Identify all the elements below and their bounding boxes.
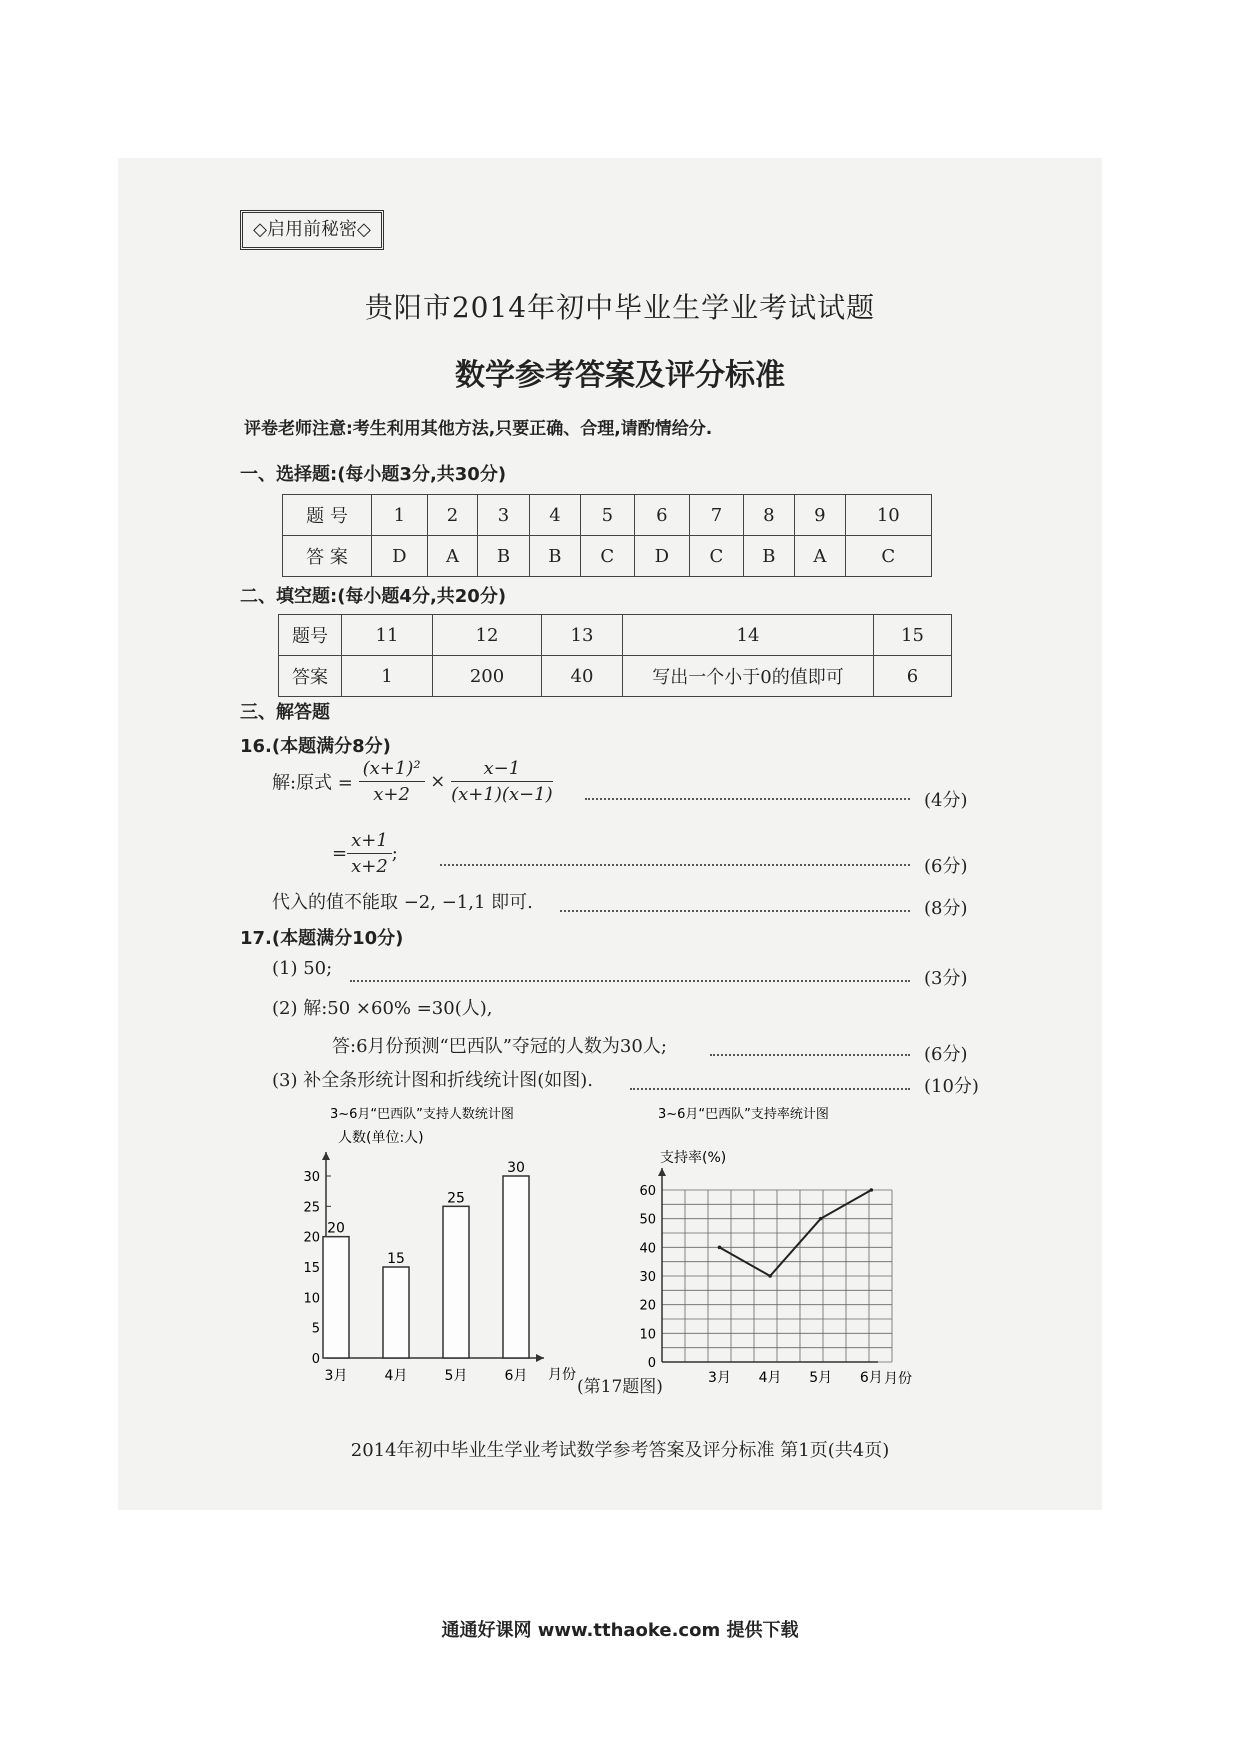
multiple-choice-table	[282, 494, 932, 577]
leader-dots	[585, 798, 910, 800]
data-point	[870, 1188, 874, 1192]
data-point	[819, 1217, 823, 1221]
table-cell: 15	[874, 615, 952, 656]
table-cell: C	[845, 536, 931, 577]
semicolon: ;	[391, 843, 398, 864]
table-cell: 写出一个小于0的值即可	[623, 656, 874, 697]
denominator: x+2	[351, 856, 388, 877]
row-label: 题号	[279, 615, 342, 656]
bar-chart-marks	[323, 1160, 529, 1384]
figure-caption: (第17题图)	[577, 1377, 663, 1397]
q16-line3: 代入的值不能取 −2, −1,1 即可.	[272, 892, 533, 913]
table-row	[279, 656, 952, 697]
line-chart-title: 3~6月“巴西队”支持率统计图	[658, 1107, 829, 1122]
y-tick-label: 30	[639, 1270, 656, 1285]
table-cell: 40	[542, 656, 623, 697]
q17-part2: (2) 解:50 ×60% =30(人),	[272, 998, 493, 1019]
score: (8分)	[924, 898, 968, 919]
table-cell: 10	[845, 495, 931, 536]
table-cell: A	[427, 536, 478, 577]
q17-heading: 17.(本题满分10分)	[240, 928, 404, 949]
data-point	[768, 1274, 772, 1278]
x-tick-label: 3月	[324, 1368, 348, 1384]
table-cell: B	[529, 536, 580, 577]
denominator: (x+1)(x−1)	[451, 784, 553, 805]
table-cell: 1	[342, 656, 433, 697]
row-label: 题 号	[283, 495, 372, 536]
table-cell: 4	[529, 495, 580, 536]
q17-part3: (3) 补全条形统计图和折线统计图(如图).	[272, 1070, 593, 1091]
denominator: x+2	[373, 784, 410, 805]
fill-in-table	[278, 614, 952, 697]
bar-data-label: 30	[507, 1160, 525, 1176]
fraction	[347, 830, 392, 877]
x-tick-label: 6月	[504, 1368, 528, 1384]
table-cell: 9	[795, 495, 846, 536]
x-tick-label: 6月	[859, 1370, 883, 1386]
bar-data-label: 15	[387, 1251, 405, 1267]
table-row	[283, 536, 932, 577]
table-cell: 13	[542, 615, 623, 656]
table-cell: 12	[433, 615, 542, 656]
times-sign: ×	[430, 771, 446, 792]
section1-heading: 一、选择题:(每小题3分,共30分)	[240, 464, 507, 485]
q16-prefix: 解:原式 =	[272, 772, 353, 794]
numerator: (x+1)²	[359, 758, 425, 782]
y-tick-label: 60	[639, 1184, 656, 1199]
table-cell: D	[372, 536, 428, 577]
y-tick-label: 0	[647, 1356, 656, 1371]
score: (4分)	[924, 790, 968, 811]
page-subtitle: 数学参考答案及评分标准	[455, 358, 785, 393]
leader-dots	[440, 864, 910, 866]
y-tick-label: 15	[303, 1261, 320, 1276]
table-cell: 200	[433, 656, 542, 697]
row-label: 答案	[279, 656, 342, 697]
line-chart-marks	[708, 1188, 883, 1386]
diamond-icon: ◇	[357, 219, 371, 240]
table-cell: B	[478, 536, 529, 577]
leader-dots	[710, 1054, 910, 1056]
section3-heading: 三、解答题	[240, 702, 330, 723]
y-tick-label: 0	[311, 1352, 320, 1367]
q17-part2-answer: 答:6月份预测“巴西队”夺冠的人数为30人;	[332, 1036, 667, 1057]
secret-label	[240, 210, 384, 250]
table-cell: 2	[427, 495, 478, 536]
download-credit: 通通好课网 www.tthaoke.com 提供下载	[441, 1620, 799, 1641]
table-cell: 14	[623, 615, 874, 656]
y-axis-arrow	[658, 1168, 666, 1176]
q16-line2	[332, 830, 398, 877]
x-tick-label: 5月	[444, 1368, 468, 1384]
leader-dots	[560, 910, 910, 912]
diamond-icon: ◇	[253, 219, 267, 240]
table-cell: B	[743, 536, 794, 577]
bar-chart-ylabel: 人数(单位:人)	[338, 1130, 424, 1146]
bar	[383, 1267, 409, 1358]
numerator: x−1	[451, 758, 552, 782]
grader-note: 评卷老师注意:考生利用其他方法,只要正确、合理,请酌情给分.	[244, 419, 713, 439]
table-cell: 5	[581, 495, 634, 536]
x-tick-label: 3月	[708, 1370, 731, 1386]
bar-chart-xlabel: 月份	[548, 1367, 576, 1383]
bar-chart-title: 3~6月“巴西队”支持人数统计图	[330, 1107, 514, 1122]
q16-line1	[272, 758, 553, 805]
y-tick-label: 10	[303, 1291, 320, 1307]
table-cell: 7	[690, 495, 743, 536]
y-tick-label: 30	[303, 1170, 320, 1185]
table-cell: C	[690, 536, 743, 577]
x-axis-arrow	[536, 1354, 544, 1362]
x-tick-label: 4月	[384, 1368, 408, 1384]
table-cell: 11	[342, 615, 433, 656]
score: (6分)	[924, 856, 968, 877]
score: (3分)	[924, 968, 968, 989]
y-tick-label: 5	[311, 1321, 320, 1337]
secret-label-text: 启用前秘密	[267, 219, 357, 240]
bar-chart	[296, 1104, 586, 1404]
row-label: 答 案	[283, 536, 372, 577]
numerator: x+1	[347, 830, 392, 854]
bar	[323, 1237, 349, 1358]
section2-heading: 二、填空题:(每小题4分,共20分)	[240, 586, 507, 607]
bar	[443, 1206, 469, 1358]
table-cell: C	[581, 536, 634, 577]
x-tick-label: 4月	[758, 1370, 782, 1386]
score: (6分)	[924, 1044, 968, 1065]
fraction	[359, 758, 425, 805]
q17-part1: (1) 50;	[272, 958, 333, 979]
table-cell: 8	[743, 495, 794, 536]
equals-sign: =	[332, 843, 348, 864]
y-tick-label: 25	[303, 1200, 320, 1216]
y-tick-label: 50	[639, 1212, 656, 1228]
line-chart-xlabel: 月份	[884, 1371, 912, 1387]
q16-heading: 16.(本题满分8分)	[240, 736, 391, 757]
line-chart-grid	[639, 1168, 892, 1371]
table-cell: 3	[478, 495, 529, 536]
table-cell: 6	[634, 495, 690, 536]
table-cell: 1	[372, 495, 428, 536]
y-tick-label: 40	[639, 1241, 656, 1257]
score: (10分)	[924, 1076, 979, 1097]
table-row	[283, 495, 932, 536]
bar-data-label: 20	[327, 1220, 345, 1237]
leader-dots	[630, 1088, 910, 1090]
y-tick-label: 20	[639, 1298, 656, 1314]
table-cell: A	[795, 536, 846, 577]
bar	[503, 1176, 529, 1358]
table-cell: D	[634, 536, 690, 577]
y-tick-label: 20	[303, 1230, 320, 1246]
page-footer: 2014年初中毕业生学业考试数学参考答案及评分标准 第1页(共4页)	[350, 1440, 890, 1461]
fraction	[451, 758, 552, 805]
bar-data-label: 25	[447, 1190, 465, 1207]
page-title: 贵阳市2014年初中毕业生学业考试试题	[364, 291, 876, 324]
data-point	[718, 1246, 722, 1250]
y-axis-arrow	[322, 1152, 330, 1160]
y-tick-label: 10	[639, 1327, 656, 1343]
table-row	[279, 615, 952, 656]
line-chart-ylabel: 支持率(%)	[660, 1150, 727, 1166]
x-tick-label: 5月	[809, 1370, 833, 1386]
table-cell: 6	[874, 656, 952, 697]
line-chart	[620, 1104, 920, 1404]
leader-dots	[350, 980, 910, 982]
